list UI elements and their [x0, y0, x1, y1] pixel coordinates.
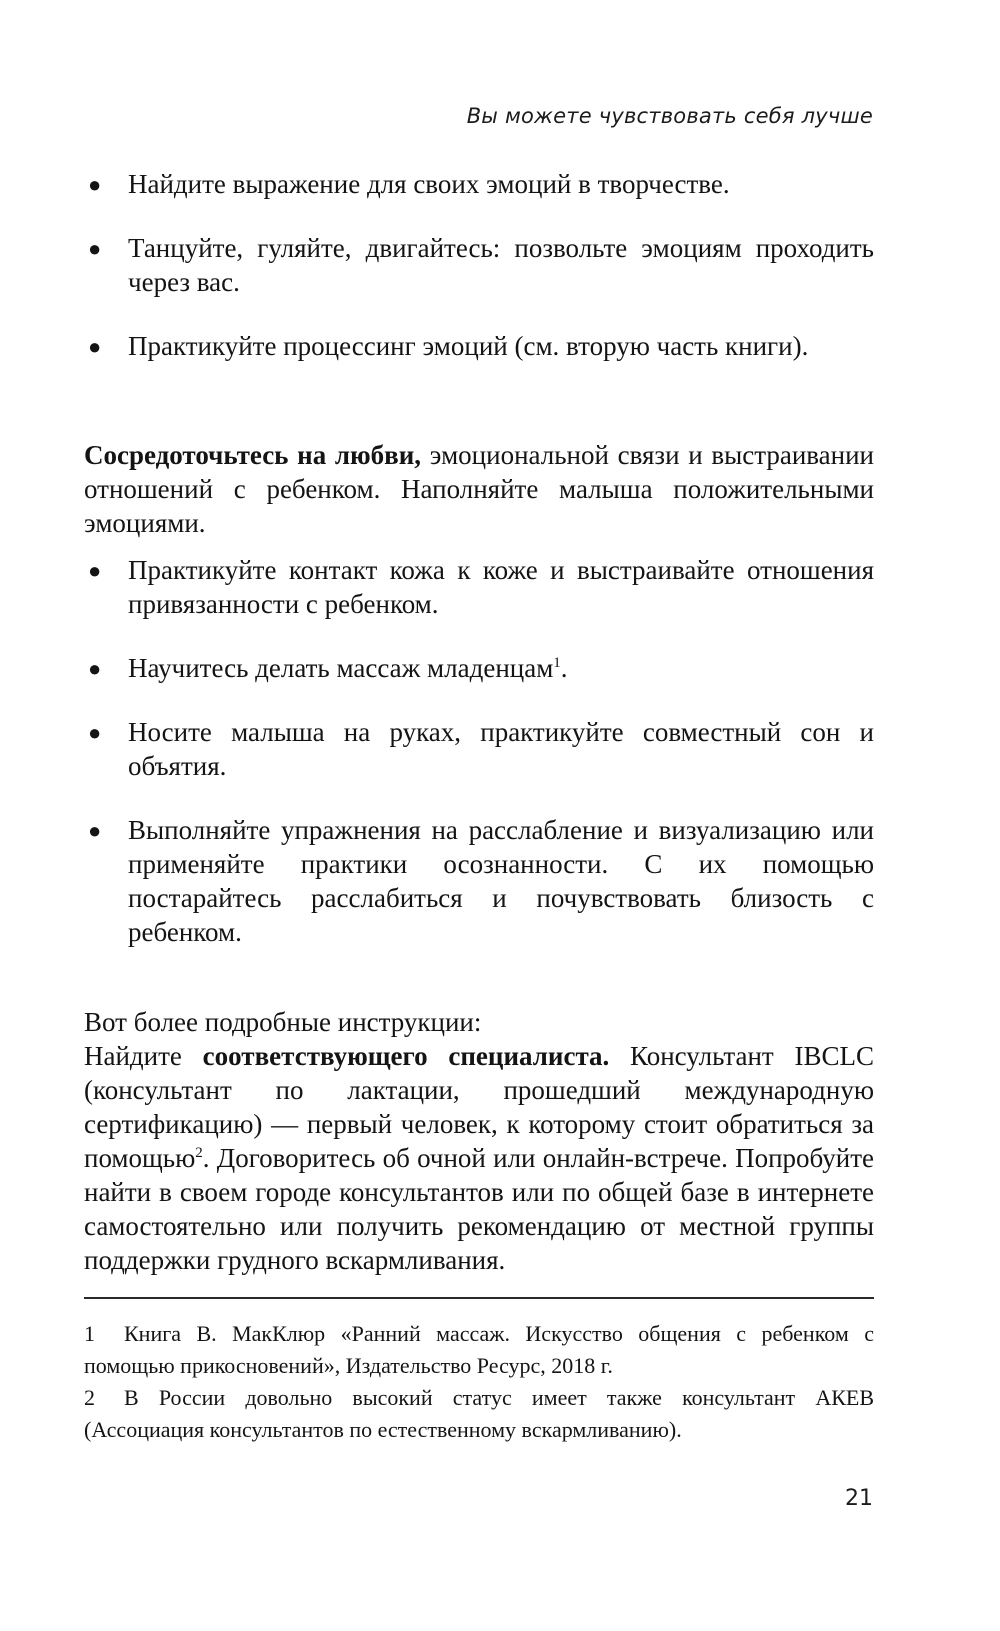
instructions-lead-bold: соответствующего специалиста.	[202, 1041, 610, 1071]
list-item	[84, 813, 874, 949]
running-header: Вы можете чувствовать себя лучше	[466, 104, 873, 128]
footnote	[84, 1318, 874, 1382]
list-item	[84, 553, 874, 621]
bullet-icon: ●	[88, 656, 102, 681]
footnote-number: 2	[84, 1385, 95, 1410]
bullet-icon: ●	[88, 334, 102, 359]
list-item	[84, 167, 874, 201]
list-item-text: Выполняйте упражнения на расслабление и визуализацию или применяйте практики осознанности. С их помощью постарайтесь расслабиться и почувствовать близость с ребенком.	[128, 815, 874, 947]
paragraph-text: эмоциональной связи и выстраивании отношений с ребенком. Наполняйте малыша положительными эмоциями.	[84, 440, 874, 538]
paragraph-instructions	[84, 1005, 874, 1277]
list-item	[84, 329, 874, 363]
page-number: 21	[845, 1486, 873, 1511]
list-item-text: Научитесь делать массаж младенцам	[128, 653, 554, 683]
paragraph-focus-love	[84, 438, 874, 540]
footnote-number: 1	[84, 1321, 95, 1346]
footnote-text: Книга В. МакКлюр «Ранний массаж. Искусство общения с ребенком с помощью прикосновений», Издательство Ресурс, 2018 г.	[84, 1321, 874, 1378]
footnote-divider	[84, 1297, 874, 1299]
instructions-intro: Вот более подробные инструкции:	[84, 1007, 482, 1037]
bullet-icon: ●	[88, 818, 102, 843]
bullet-list-creative	[84, 167, 874, 393]
footnote-ref[interactable]: 1	[553, 655, 561, 671]
list-item-text: Носите малыша на руках, практикуйте совместный сон и объятия.	[128, 717, 874, 781]
bullet-icon: ●	[88, 558, 102, 583]
list-item-text: Танцуйте, гуляйте, двигайтесь: позвольте эмоциям проходить через вас.	[128, 233, 874, 297]
bullet-icon: ●	[88, 236, 102, 261]
instructions-lead: Найдите	[84, 1041, 203, 1071]
paragraph-lead: Сосредоточьтесь на любви,	[84, 440, 422, 470]
list-item-text: Найдите выражение для своих эмоций в творчестве.	[128, 169, 730, 199]
footnote-ref[interactable]: 2	[195, 1145, 203, 1161]
list-item-text: Практикуйте контакт кожа к коже и выстраивайте отношения привязанности с ребенком.	[128, 555, 874, 619]
list-item-tail: .	[560, 653, 568, 683]
bullet-icon: ●	[88, 720, 102, 745]
list-item	[84, 715, 874, 783]
footnote-text: В России довольно высокий статус имеет также консультант АКЕВ (Ассоциация консультантов по естественному вскармливанию).	[84, 1385, 874, 1442]
footnote	[84, 1382, 874, 1446]
footnotes	[84, 1318, 874, 1446]
list-item-text: Практикуйте процессинг эмоций (см. вторую часть книги).	[128, 331, 809, 361]
instructions-text-continued: . Договоритесь об очной или онлайн-встрече. Попробуйте найти в своем городе консультантов или по общей базе в интернете самостоятельно или получить рекомендацию от местной группы поддержки грудного вскармливания.	[84, 1143, 874, 1275]
list-item	[84, 231, 874, 299]
bullet-list-bonding	[84, 553, 874, 979]
bullet-icon: ●	[88, 172, 102, 197]
list-item	[84, 651, 874, 685]
instructions-text: Консультант IBCLC (консультант по лактации, прошедший международную сертификацию) — первый человек, к которому стоит обратиться за помощью	[84, 1041, 875, 1173]
